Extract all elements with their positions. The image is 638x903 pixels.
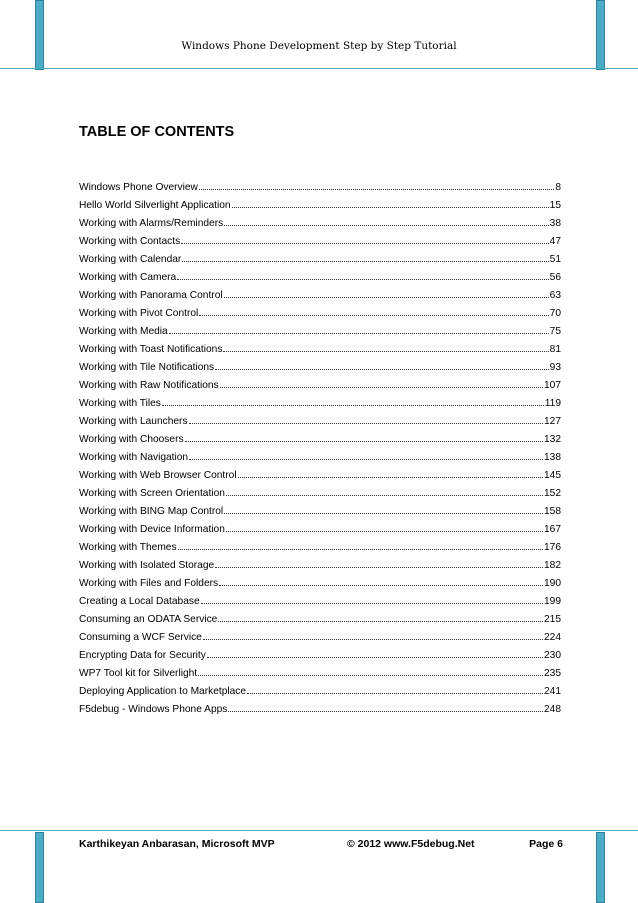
toc-entry-title: Working with Panorama Control (79, 290, 223, 301)
toc-dot-leader (215, 368, 549, 370)
toc-entry-title: Working with Toast Notifications (79, 344, 223, 355)
toc-entry[interactable] (79, 535, 561, 553)
toc-entry-page: 199 (544, 596, 561, 607)
toc-entry-title: F5debug - Windows Phone Apps (79, 704, 228, 715)
toc-entry-title: Working with Camera (79, 272, 177, 283)
toc-entry-title: Working with Choosers (79, 434, 184, 445)
toc-entry-page: 138 (544, 452, 561, 463)
toc-entry-title: Working with Web Browser Control (79, 470, 237, 481)
toc-entry-title: Working with Contacts (79, 236, 181, 247)
toc-entry[interactable] (79, 229, 561, 247)
toc-entry-title: Working with Raw Notifications (79, 380, 219, 391)
toc-entry-title: Working with Navigation (79, 452, 189, 463)
toc-entry[interactable] (79, 175, 561, 193)
toc-dot-leader (181, 242, 548, 244)
toc-entry[interactable] (79, 355, 561, 373)
toc-entry-page: 241 (544, 686, 561, 697)
toc-dot-leader (199, 188, 554, 190)
toc-entry-page: 51 (549, 254, 561, 265)
header-divider (0, 68, 638, 69)
toc-dot-leader (223, 350, 548, 352)
toc-entry-title: Consuming a WCF Service (79, 632, 202, 643)
toc-entry[interactable] (79, 607, 561, 625)
toc-entry-title: Hello World Silverlight Application (79, 200, 231, 211)
toc-dot-leader (220, 386, 543, 388)
toc-entry[interactable] (79, 445, 561, 463)
toc-entry-page: 176 (544, 542, 561, 553)
toc-entry[interactable] (79, 517, 561, 535)
toc-entry-page: 158 (544, 506, 561, 517)
toc-dot-leader (215, 566, 543, 568)
toc-entry-page: 70 (549, 308, 561, 319)
footer-right-bar (596, 832, 605, 903)
toc-entry-page: 63 (549, 290, 561, 301)
toc-entry-page: 47 (549, 236, 561, 247)
toc-entry-page: 119 (544, 398, 561, 409)
toc-entry-title: Encrypting Data for Security (79, 650, 206, 661)
toc-entry[interactable] (79, 499, 561, 517)
toc-entry-page: 81 (549, 344, 561, 355)
toc-entry[interactable] (79, 679, 561, 697)
toc-entry[interactable] (79, 193, 561, 211)
toc-entry-page: 145 (544, 470, 561, 481)
toc-dot-leader (198, 674, 543, 676)
toc-dot-leader (185, 440, 543, 442)
toc-entry-title: Working with Media (79, 326, 168, 337)
toc-entry[interactable] (79, 247, 561, 265)
toc-entry-title: Working with Themes (79, 542, 177, 553)
toc-entry-page: 15 (549, 200, 561, 211)
toc-entry-page: 93 (549, 362, 561, 373)
footer (79, 838, 563, 852)
toc-entry-title: Deploying Application to Marketplace (79, 686, 247, 697)
toc-entry-title: Consuming an ODATA Service (79, 614, 218, 625)
footer-page-number: Page 6 (529, 838, 563, 850)
toc-entry-page: 75 (549, 326, 561, 337)
toc-entry-page: 248 (544, 704, 561, 715)
toc-entry[interactable] (79, 337, 561, 355)
toc-heading: TABLE OF CONTENTS (79, 124, 235, 140)
toc-entry-title: WP7 Tool kit for Silverlight (79, 668, 198, 679)
toc-entry[interactable] (79, 301, 561, 319)
footer-author: Karthikeyan Anbarasan, Microsoft MVP (79, 838, 275, 850)
toc-entry-title: Windows Phone Overview (79, 182, 198, 193)
footer-divider (0, 830, 638, 831)
toc-entry[interactable] (79, 211, 561, 229)
toc-dot-leader (182, 260, 548, 262)
toc-dot-leader (169, 332, 549, 334)
toc-entry-page: 167 (544, 524, 561, 535)
toc-entry-page: 127 (544, 416, 561, 427)
toc-list (79, 175, 561, 715)
toc-entry-page: 8 (555, 182, 561, 193)
toc-dot-leader (162, 404, 544, 406)
toc-entry-page: 56 (549, 272, 561, 283)
toc-entry-page: 152 (544, 488, 561, 499)
header-title: Windows Phone Development Step by Step Tutorial (181, 40, 457, 52)
toc-entry-page: 190 (544, 578, 561, 589)
header-right-bar (596, 0, 605, 70)
toc-entry[interactable] (79, 589, 561, 607)
toc-dot-leader (177, 278, 548, 280)
toc-dot-leader (228, 710, 543, 712)
toc-entry-title: Working with BING Map Control (79, 506, 224, 517)
toc-dot-leader (178, 548, 543, 550)
toc-dot-leader (218, 620, 543, 622)
toc-entry[interactable] (79, 265, 561, 283)
toc-dot-leader (203, 638, 543, 640)
toc-dot-leader (189, 422, 543, 424)
toc-entry-page: 224 (544, 632, 561, 643)
toc-entry[interactable] (79, 463, 561, 481)
toc-entry[interactable] (79, 697, 561, 715)
toc-dot-leader (226, 530, 543, 532)
toc-entry-title: Working with Device Information (79, 524, 225, 535)
toc-dot-leader (201, 602, 543, 604)
toc-entry-title: Working with Screen Orientation (79, 488, 225, 499)
toc-entry[interactable] (79, 661, 561, 679)
toc-dot-leader (238, 476, 543, 478)
toc-entry-title: Creating a Local Database (79, 596, 200, 607)
toc-entry-title: Working with Calendar (79, 254, 182, 265)
toc-dot-leader (199, 314, 548, 316)
header-left-bar (35, 0, 44, 70)
toc-entry-title: Working with Files and Folders (79, 578, 219, 589)
toc-dot-leader (224, 512, 543, 514)
toc-entry[interactable] (79, 409, 561, 427)
toc-entry-title: Working with Launchers (79, 416, 188, 427)
toc-entry-title: Working with Tile Notifications (79, 362, 215, 373)
toc-entry-page: 230 (544, 650, 561, 661)
toc-dot-leader (224, 296, 549, 298)
toc-entry[interactable] (79, 553, 561, 571)
toc-dot-leader (224, 224, 548, 226)
toc-entry-page: 132 (544, 434, 561, 445)
toc-entry-title: Working with Alarms/Reminders (79, 218, 224, 229)
toc-entry[interactable] (79, 373, 561, 391)
toc-entry[interactable] (79, 319, 561, 337)
toc-entry-title: Working with Pivot Control (79, 308, 199, 319)
toc-entry[interactable] (79, 481, 561, 499)
toc-entry[interactable] (79, 643, 561, 661)
toc-entry-page: 215 (544, 614, 561, 625)
toc-entry-page: 235 (544, 668, 561, 679)
toc-entry[interactable] (79, 571, 561, 589)
toc-entry[interactable] (79, 625, 561, 643)
toc-dot-leader (226, 494, 543, 496)
toc-entry-page: 38 (549, 218, 561, 229)
toc-dot-leader (219, 584, 543, 586)
toc-dot-leader (207, 656, 543, 658)
toc-entry[interactable] (79, 427, 561, 445)
toc-entry-title: Working with Isolated Storage (79, 560, 215, 571)
toc-entry-page: 107 (544, 380, 561, 391)
toc-dot-leader (247, 692, 543, 694)
toc-dot-leader (189, 458, 543, 460)
toc-entry-page: 182 (544, 560, 561, 571)
footer-left-bar (35, 832, 44, 903)
toc-dot-leader (232, 206, 549, 208)
toc-entry[interactable] (79, 391, 561, 409)
toc-entry[interactable] (79, 283, 561, 301)
footer-copyright: © 2012 www.F5debug.Net (347, 838, 475, 850)
toc-entry-title: Working with Tiles (79, 398, 161, 409)
